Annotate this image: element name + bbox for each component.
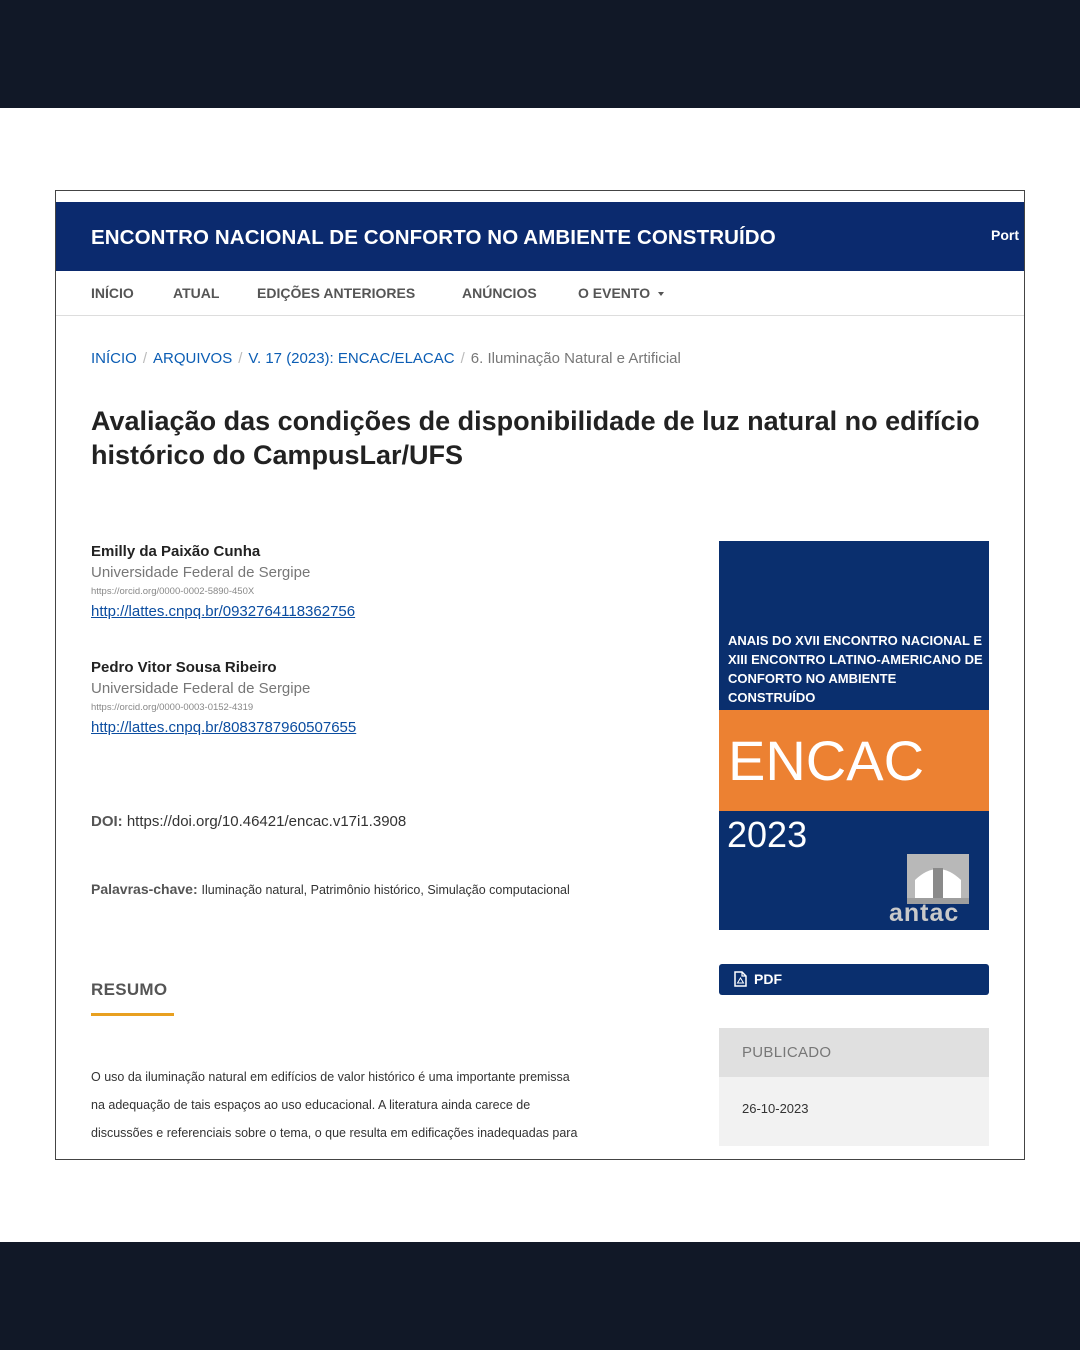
doi-row <box>91 813 406 830</box>
breadcrumb-separator: / <box>460 350 465 367</box>
abstract-line: discussões e referenciais sobre o tema, o que resulta em edificações inadequadas para <box>91 1126 578 1140</box>
author-entry <box>91 659 356 737</box>
abstract-line: na adequação de tais espaços ao uso educacional. A literatura ainda carece de <box>91 1098 531 1112</box>
language-selector[interactable]: Port <box>991 227 1019 243</box>
published-box <box>719 1028 989 1146</box>
pdf-button-label: PDF <box>754 971 782 987</box>
abstract-heading: RESUMO <box>91 980 168 999</box>
nav-item-o-evento-label: O EVENTO <box>578 285 651 301</box>
keywords-label: Palavras-chave: <box>91 881 198 897</box>
nav-item-atual[interactable]: ATUAL <box>173 285 220 301</box>
nav-item-edicoes-anteriores[interactable]: EDIÇÕES ANTERIORES <box>257 285 416 301</box>
author-name: Pedro Vitor Sousa Ribeiro <box>91 659 277 676</box>
nav-item-anuncios[interactable]: ANÚNCIOS <box>462 285 537 301</box>
keywords-row <box>91 881 570 897</box>
abstract-heading-underline <box>91 1013 174 1016</box>
abstract-text <box>91 1063 651 1147</box>
cover-text: ANAIS DO XVII ENCONTRO NACIONAL E XIII ENCONTRO LATINO-AMERICANO DE CONFORTO NO AMBIENTE CONSTRUÍDO <box>728 633 983 705</box>
breadcrumb <box>91 350 681 367</box>
article-title: Avaliação das condições de disponibilidade de luz natural no edifício histórico do CampusLar/UFS <box>91 406 980 470</box>
doi-label: DOI: <box>91 813 123 830</box>
breadcrumb-inicio[interactable]: INÍCIO <box>91 350 137 367</box>
author-lattes-link[interactable]: http://lattes.cnpq.br/8083787960507655 <box>91 719 357 736</box>
breadcrumb-volume[interactable]: V. 17 (2023): ENCAC/ELACAC <box>248 350 455 367</box>
cover-brand: ENCAC <box>728 729 925 792</box>
nav-item-o-evento[interactable] <box>578 285 664 301</box>
breadcrumb-separator: / <box>238 350 243 367</box>
screenshot-frame <box>55 190 1025 1160</box>
cover-year: 2023 <box>727 814 808 855</box>
published-header <box>719 1028 989 1077</box>
pdf-download-button[interactable] <box>719 964 989 995</box>
nav-item-inicio[interactable]: INÍCIO <box>91 285 134 301</box>
abstract-line: O uso da iluminação natural em edifícios de valor histórico é uma importante premissa <box>91 1070 570 1084</box>
author-affiliation: Universidade Federal de Sergipe <box>91 564 311 581</box>
author-name: Emilly da Paixão Cunha <box>91 543 261 560</box>
author-orcid[interactable]: https://orcid.org/0000-0002-5890-450X <box>91 586 255 597</box>
breadcrumb-arquivos[interactable]: ARQUIVOS <box>153 350 233 367</box>
site-header <box>56 202 1025 271</box>
author-lattes-link[interactable]: http://lattes.cnpq.br/0932764118362756 <box>91 603 356 620</box>
author-affiliation: Universidade Federal de Sergipe <box>91 680 311 697</box>
author-orcid[interactable]: https://orcid.org/0000-0003-0152-4319 <box>91 702 254 713</box>
breadcrumb-current: 6. Iluminação Natural e Artificial <box>470 350 681 367</box>
antac-logo-text: antac <box>889 899 960 927</box>
published-date: 26-10-2023 <box>742 1101 809 1116</box>
pdf-file-icon <box>734 971 747 987</box>
antac-logo-icon <box>907 854 969 904</box>
top-dark-band <box>0 0 1080 108</box>
chevron-down-icon <box>658 292 664 296</box>
breadcrumb-separator: / <box>142 350 148 367</box>
published-label: PUBLICADO <box>742 1044 832 1061</box>
site-title[interactable]: ENCONTRO NACIONAL DE CONFORTO NO AMBIENTE CONSTRUÍDO <box>91 226 776 249</box>
doi-link[interactable]: https://doi.org/10.46421/encac.v17i1.3908 <box>126 813 407 830</box>
bottom-dark-band <box>0 1242 1080 1350</box>
issue-cover-image[interactable] <box>719 541 989 930</box>
main-nav <box>56 271 1025 316</box>
cover-orange-band <box>719 710 989 811</box>
keywords-value: Iluminação natural, Patrimônio histórico, Simulação computacional <box>201 883 570 897</box>
author-entry <box>91 543 355 621</box>
